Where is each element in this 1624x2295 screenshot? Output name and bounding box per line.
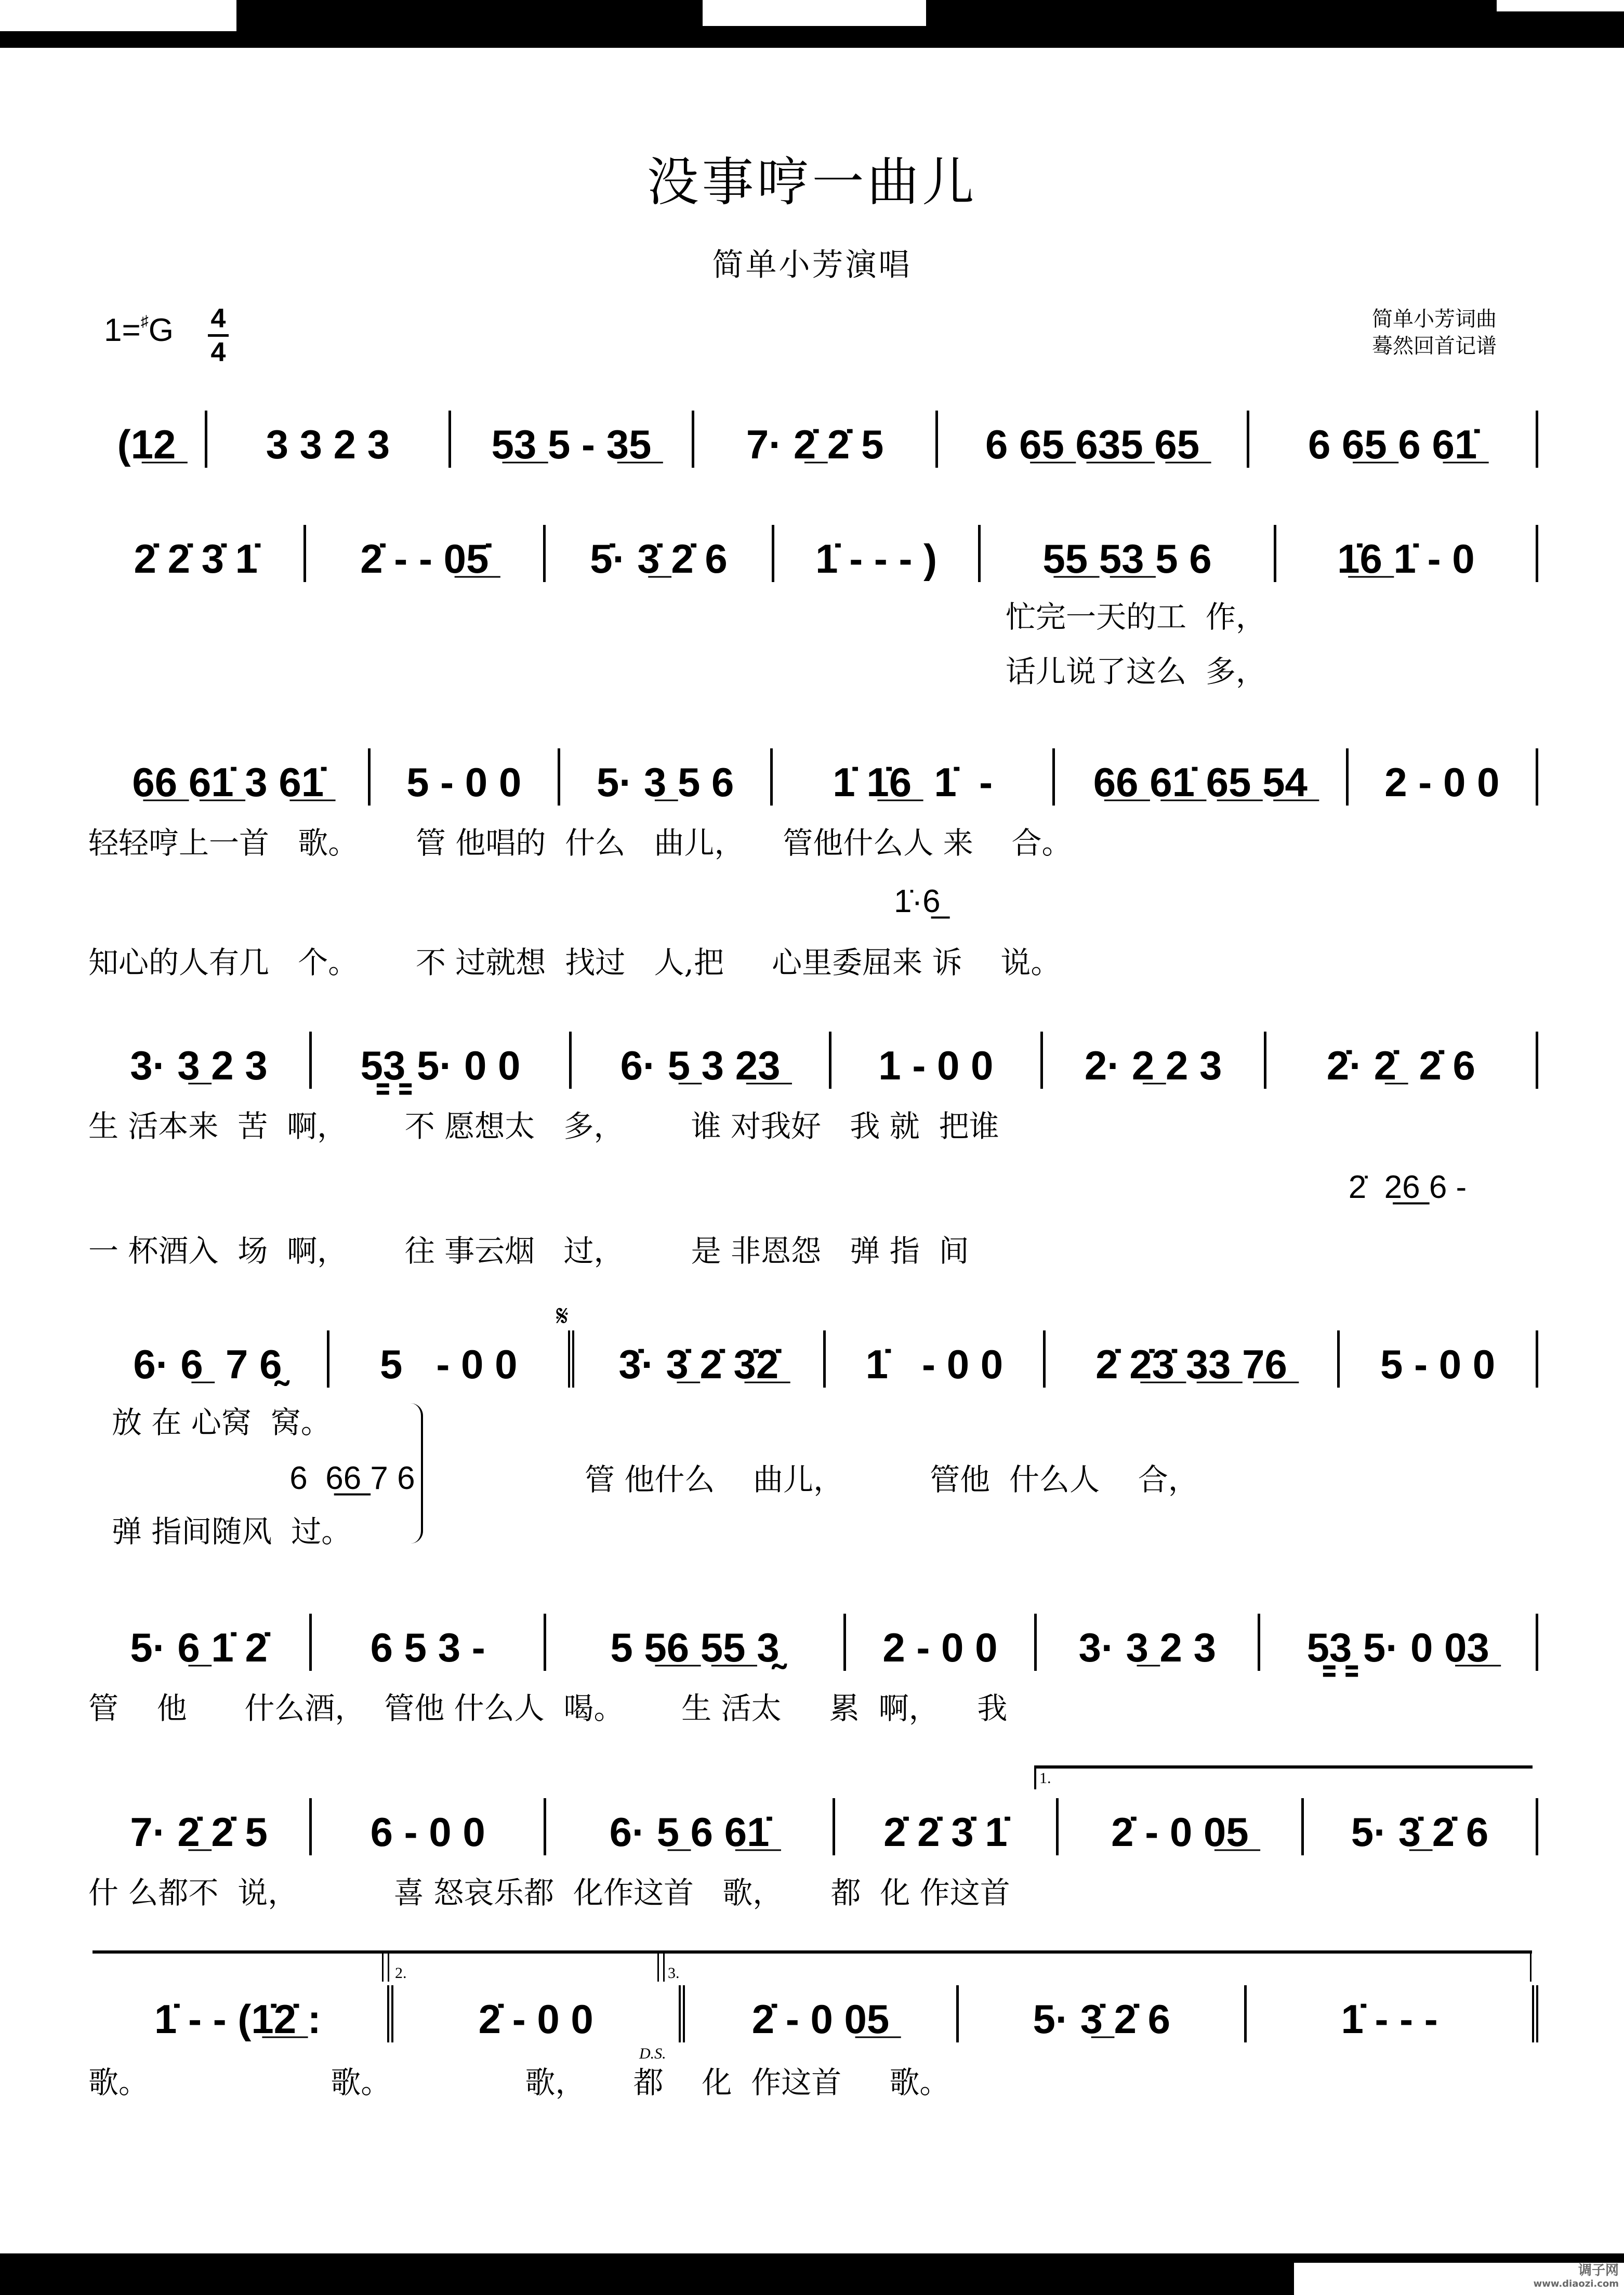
measure [207,411,451,468]
notes: 6 6̲5̲ 6 6̲1̲̇ [1308,421,1477,467]
notes: 2̇ 2̲̇3̲̇ 3̲3̲ 7̲6̲ [1095,1341,1287,1387]
measure [826,1330,1046,1388]
measure [546,525,774,582]
measure [774,525,981,582]
measure [88,748,371,806]
measure [959,1985,1247,2042]
notes: 1̇ 1̲̇6̲ 1̇ - [833,759,993,805]
measure [572,1032,831,1089]
notes: 5· 3̲ 5 6 [596,759,734,805]
credit-lyrics-music: 简单小芳词曲 [1372,307,1497,331]
notation-line-1 [88,411,1538,468]
measure [846,1614,1037,1671]
notes: 2 - 0 0 [882,1625,998,1670]
notes: 1̇ - - - ) [815,536,938,582]
volta-end [1530,1950,1531,1982]
measure [560,748,773,806]
notes: 5 - 0 0 [406,759,522,805]
notes: 2̇ - 0 0 [478,1996,593,2042]
notes: (1̲2̲ [117,421,176,467]
segno-icon: 𝄋 [556,1299,569,1333]
notes: 5· 3̲̇ 2̇ 6 [1351,1809,1489,1855]
measure [451,411,695,468]
measure [1276,525,1538,582]
alt-notes: 1̇·6̲ [894,883,941,919]
top-bar-notch [0,0,236,31]
notes: 2̇ 2̇ 3̇ 1̇ [134,536,258,582]
lyrics-verse2: 弹 指间随风 过。 [112,1514,352,1549]
time-bottom: 4 [210,337,226,367]
notes: 3 3 2 3 [266,421,390,467]
notes: 2̇ 2̇ 3̇ 1̇ [883,1809,1008,1855]
notes: 3· 3̲ 2 3 [130,1043,268,1088]
performer: 简单小芳演唱 [712,247,912,283]
lyrics-verse1: 忙完一天的工 作， [1006,599,1266,635]
measure [1304,1798,1538,1855]
notation-line-6 [88,1614,1538,1671]
volta-label-2: 2. [395,1964,407,1982]
volta-top-line [93,1950,1532,1954]
watermark [1294,2263,1624,2295]
volta-label-3: 3. [668,1964,680,1982]
measure [88,1614,312,1671]
notes: 5̳3̳ 5· 0 0̲3̲ [1306,1625,1489,1670]
credit-transcriber: 蓦然回首记谱 [1372,334,1497,358]
key-note: G [148,312,174,348]
notes: 5· 6̲ 1̇ 2̇ [130,1625,268,1670]
notation-line-7 [88,1798,1538,1855]
notes: 6 - 0 0 [370,1809,485,1855]
notes: 2̇ - 0 0̲5̲ [751,1996,890,2042]
measure [831,1032,1043,1089]
watermark-site-name: 调子网 [1578,2263,1619,2278]
notes: 5̲3̲ 5 - 3̲5̲ [491,421,652,467]
notes: 1̇ - 0 0 [865,1341,1004,1387]
notes: 3· 3̲ 2 3 [1078,1625,1216,1670]
notes: 7· 2̲̇ 2̇ 5 [746,421,884,467]
credits [1372,306,1497,360]
fraction-line [208,334,229,337]
notes: 2̇· 2̲̇ 2̇ 6 [1326,1043,1475,1088]
notes: 3̇· 3̲̇ 2̇ 3̲̇2̲̇ [618,1341,779,1387]
measure [981,525,1276,582]
notes: 5 5̲6̲ 5̲5̲ 3̰ [610,1625,780,1670]
key-prefix: 1= [104,312,141,348]
dal-segno-mark: D.S. [639,2045,666,2062]
notes: 1 - 0 0 [878,1043,994,1088]
notes: 1̇ - - - [1341,1996,1438,2042]
notes: 5 - 0 0 [380,1341,518,1387]
measure [835,1798,1059,1855]
lyrics-verse1: 轻轻哼上一首 歌。 管 他唱的 什么 曲儿， 管他什么人 来 合。 [88,825,1072,861]
alt-notes: 6 6̲6̲ 7 6 [289,1460,415,1496]
key-signature [104,312,174,349]
measure [88,1032,312,1089]
measure [88,1330,329,1388]
measure [546,1798,835,1855]
volta-bracket-1 [1034,1765,1533,1789]
notes: 1̇ - - (1̲̇2̲̇ : [154,1996,321,2042]
measure [88,1798,312,1855]
notation-line-8 [88,1985,1538,2042]
lyrics-verse1: 管 他 什么酒， 管他 什么人 喝。 生 活太 累 啊， 我 [88,1691,1008,1726]
notes: 7· 2̲̇ 2̇ 5 [130,1809,268,1855]
measure [371,748,560,806]
top-bar-notch [1497,0,1624,11]
measure [306,525,546,582]
measure [88,411,207,468]
lyrics-verse2: 一 杯酒入 场 啊， 往 事云烟 过， 是 非恩怨 弹 指 间 [88,1233,969,1269]
notation-line-4 [88,1032,1538,1089]
measure [393,1985,685,2042]
measure [938,411,1249,468]
time-top: 4 [210,304,226,334]
song-title: 没事哼一曲儿 [646,152,978,213]
lyrics-verse2: 话儿说了这么 多， [1006,654,1266,689]
volta-divider [657,1950,665,1982]
measure [685,1985,959,2042]
measure [1266,1032,1538,1089]
measure [694,411,938,468]
lyrics-verse2: 知心的人有几 个。 不 过就想 找过 人,把 心里委屈来 诉 说。 [88,945,1061,980]
measure [1247,1985,1538,2042]
lyrics-refrain: 管 他什么 曲儿， 管他 什么人 合， [585,1462,1198,1497]
measure [546,1614,846,1671]
measure [312,1798,546,1855]
volta-divider [382,1950,389,1982]
volta-label-1: 1. [1039,1770,1051,1787]
measure [88,1985,393,2042]
lyrics-verse1: 放 在 心窝 窝。 [112,1405,331,1440]
notes: 5̲5̲ 5̲3̲ 5 6 [1042,536,1212,582]
notes: 5· 3̲̇ 2̇ 6 [1033,1996,1171,2042]
measure [773,748,1055,806]
notes: 2 - 0 0 [1384,759,1500,805]
measure [574,1330,826,1388]
lyrics-verse1: 什 么都不 说， 喜 怒哀乐都 化作这首 歌， 都 化 作这首 [88,1875,1010,1910]
notes: 6· 5̲ 6 6̲1̲̇ [609,1809,770,1855]
measure [1260,1614,1538,1671]
notes: 5̇· 3̲̇ 2̇ 6 [590,536,728,582]
notes: 6̲6̲ 6̲1̲̇ 6̲5̲ 5̲4̲ [1093,759,1308,805]
notes: 2̇ - - 0̲5̲̇ [360,536,489,582]
notes: 2̇ - 0 0̲5̲ [1111,1809,1249,1855]
sharp-icon: ♯ [140,313,149,330]
measure [312,1032,572,1089]
measure [1340,1330,1538,1388]
notes: 1̲̇6̲ 1̇ - 0 [1337,536,1475,582]
top-bar-notch [703,0,926,26]
verse-bracket [411,1403,423,1544]
notes: 5̳3̳ 5· 0 0 [360,1043,521,1088]
measure [88,525,306,582]
measure [1046,1330,1340,1388]
measure [1043,1032,1266,1089]
measure [1249,411,1538,468]
notes: 6 6̲5̲ 6̲3̲5̲ 6̲5̲ [985,421,1200,467]
alt-notes: 2̇ 2̲6̲ 6 - [1348,1169,1467,1205]
measure [1059,1798,1304,1855]
notation-line-5 [88,1330,1538,1388]
notes: 6 5 3 - [370,1625,485,1670]
notes: 2· 2̲ 2 3 [1084,1043,1222,1088]
watermark-url: www.diaozi.com [1533,2278,1619,2289]
measure [1349,748,1538,806]
measure [1055,748,1349,806]
measure [329,1330,574,1388]
measure [1037,1614,1260,1671]
notes: 5 - 0 0 [1380,1341,1496,1387]
measure [312,1614,546,1671]
notes: 6̲6̲ 6̲1̲̇ 3 6̲1̲̇ [132,759,324,805]
time-signature [208,304,229,367]
notes: 6· 5̲ 3 2̲3̲ [620,1043,781,1088]
notation-line-3 [88,748,1538,806]
lyrics-verse1: 歌。 歌。 歌， 都 化 作这首 歌。 [88,2065,950,2100]
notes: 6· 6̲ 7 6̰ [133,1341,282,1387]
lyrics-verse1: 生 活本来 苦 啊， 不 愿想太 多， 谁 对我好 我 就 把谁 [88,1109,999,1144]
notation-line-2 [88,525,1538,582]
